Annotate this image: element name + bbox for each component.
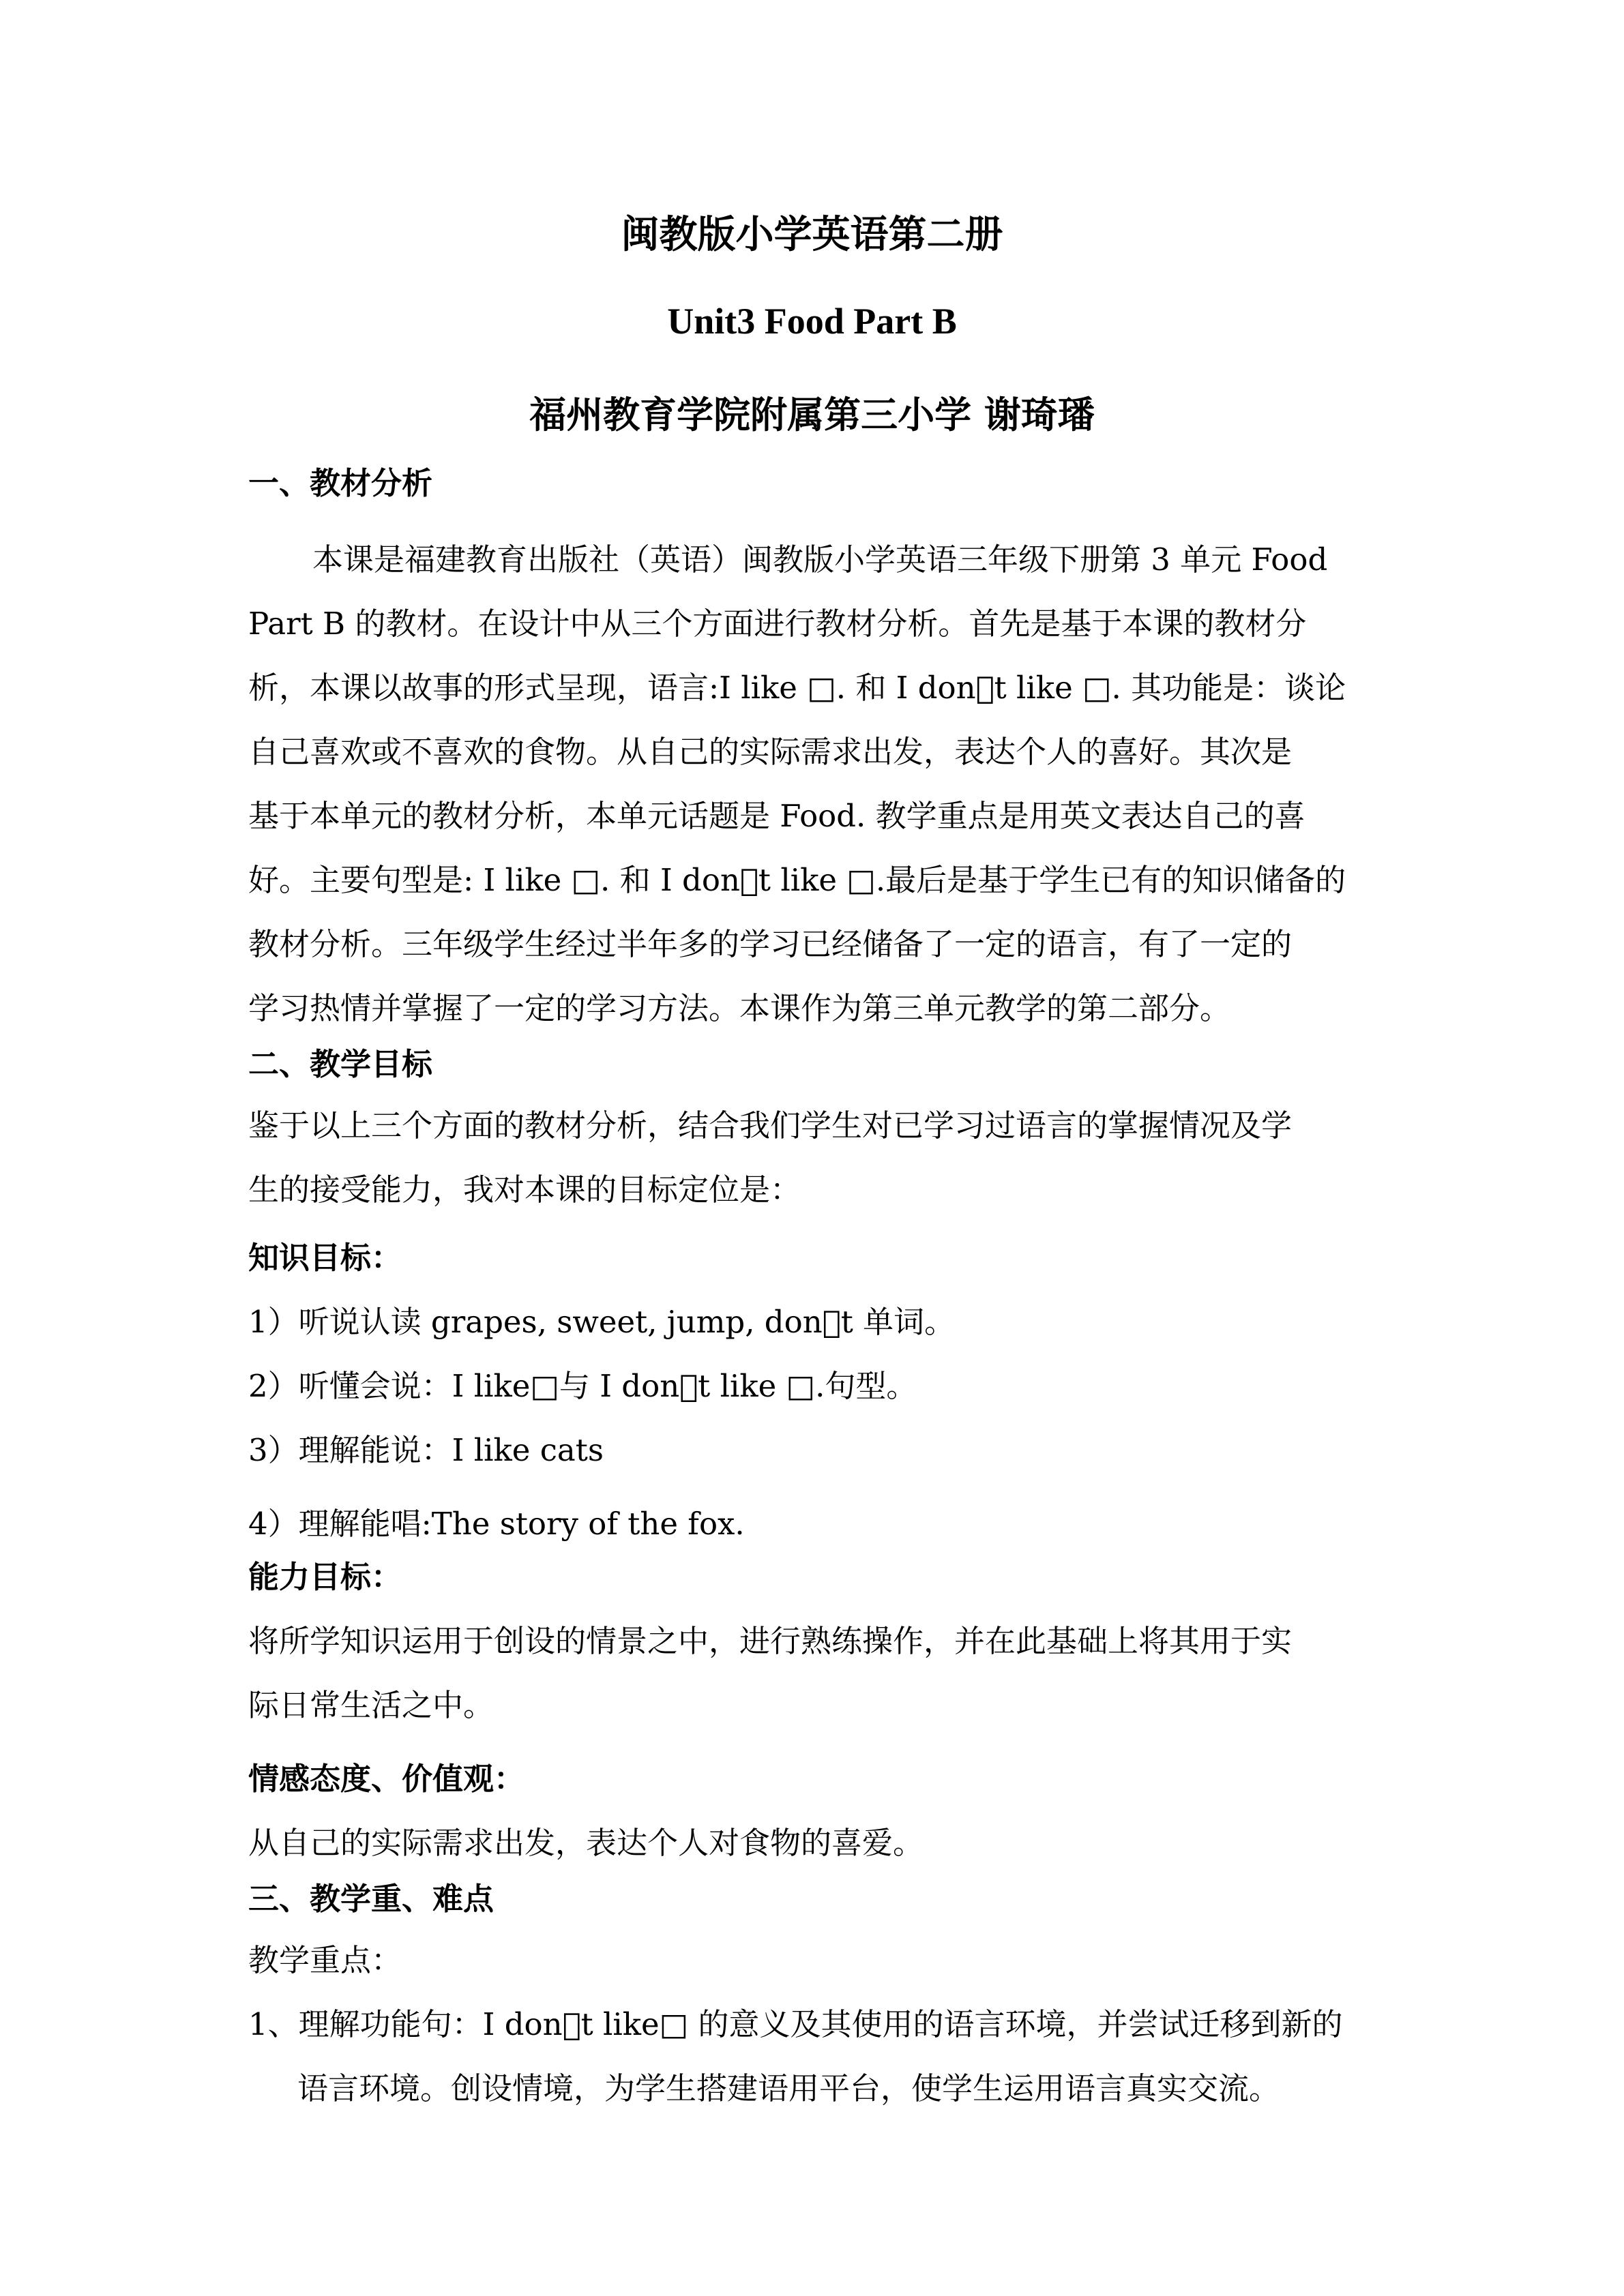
section-heading-key-points: 三、教学重、难点 bbox=[248, 1881, 494, 1917]
paragraph-line: 析，本课以故事的形式呈现，语言:I like □. 和 I don t like □. 其功能是：谈论 bbox=[248, 670, 1346, 706]
paragraph-line: 将所学知识运用于创设的情景之中，进行熟练操作，并在此基础上将其用于实 bbox=[248, 1623, 1293, 1659]
key-point-item-continued: 语言环境。创设情境，为学生搭建语用平台，使学生运用语言真实交流。 bbox=[297, 2070, 1280, 2106]
unit-subtitle: Unit3 Food Part B bbox=[667, 301, 957, 342]
key-point-item: 1、理解功能句：I don t like□ 的意义及其使用的语言环境，并尝试迁移到新的 bbox=[248, 2006, 1343, 2042]
paragraph-line: 鉴于以上三个方面的教材分析，结合我们学生对已学习过语言的掌握情况及学 bbox=[248, 1107, 1293, 1144]
paragraph-line: Part B 的教材。在设计中从三个方面进行教材分析。首先是基于本课的教材分 bbox=[248, 606, 1307, 642]
paragraph-line: 从自己的实际需求出发，表达个人对食物的喜爱。 bbox=[248, 1825, 924, 1861]
document-title: 闽教版小学英语第二册 bbox=[621, 212, 1003, 257]
paragraph-line: 好。主要句型是: I like □. 和 I don t like □.最后是基于学生已有的知识储备的 bbox=[248, 862, 1346, 898]
knowledge-item: 4）理解能唱:The story of the fox. bbox=[248, 1506, 745, 1542]
paragraph-line: 际日常生活之中。 bbox=[248, 1687, 494, 1723]
emotion-values-heading: 情感态度、价值观： bbox=[248, 1761, 525, 1797]
section-heading-teaching-goals: 二、教学目标 bbox=[248, 1046, 433, 1082]
paragraph-line: 本课是福建教育出版社（英语）闽教版小学英语三年级下册第 3 单元 Food bbox=[312, 541, 1328, 578]
paragraph-line: 学习热情并掌握了一定的学习方法。本课作为第三单元教学的第二部分。 bbox=[248, 990, 1231, 1026]
ability-goals-heading: 能力目标： bbox=[248, 1559, 402, 1595]
paragraph-line: 自己喜欢或不喜欢的食物。从自己的实际需求出发，表达个人的喜好。其次是 bbox=[248, 734, 1293, 770]
key-points-label: 教学重点： bbox=[248, 1942, 402, 1978]
knowledge-item: 3）理解能说：I like cats bbox=[248, 1432, 604, 1468]
paragraph-line: 教材分析。三年级学生经过半年多的学习已经储备了一定的语言，有了一定的 bbox=[248, 926, 1293, 962]
paragraph-line: 生的接受能力，我对本课的目标定位是： bbox=[248, 1172, 801, 1208]
knowledge-item: 1）听说认读 grapes, sweet, jump, don t 单词。 bbox=[248, 1304, 956, 1340]
paragraph-line: 基于本单元的教材分析，本单元话题是 Food. 教学重点是用英文表达自己的喜 bbox=[248, 798, 1305, 834]
section-heading-material-analysis: 一、教材分析 bbox=[248, 465, 433, 501]
author-line: 福州教育学院附属第三小学 谢琦璠 bbox=[529, 393, 1095, 436]
knowledge-goals-heading: 知识目标： bbox=[248, 1240, 402, 1276]
knowledge-item: 2）听懂会说：I like□与 I don t like □.句型。 bbox=[248, 1368, 917, 1404]
